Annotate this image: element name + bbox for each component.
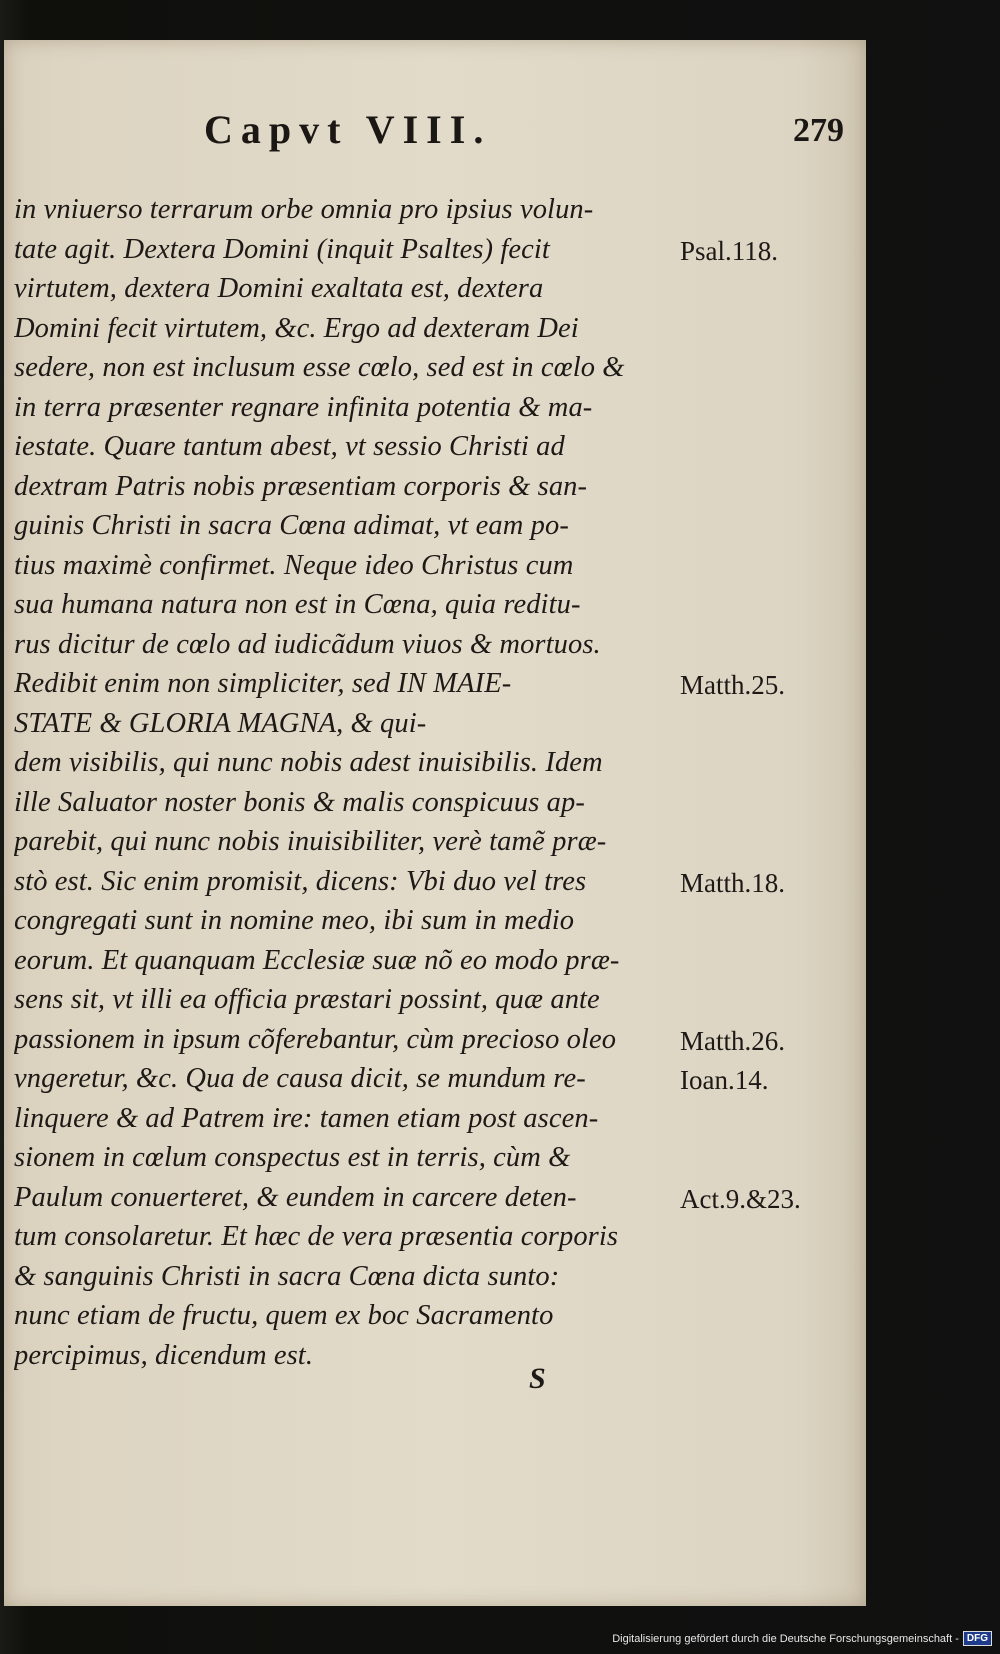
text-line: rus dicitur de cœlo ad iudicãdum viuos & mortuos. xyxy=(14,628,601,660)
text-line: tate agit. Dextera Domini (inquit Psaltes) fecit xyxy=(14,233,550,265)
text-line: iestate. Quare tantum abest, vt sessio Christi ad xyxy=(14,431,565,462)
margin-reference: Matth.25. xyxy=(680,670,785,700)
digitization-credit xyxy=(612,1631,992,1646)
text-line: in vniuerso terrarum orbe omnia pro ipsius volun- xyxy=(14,194,594,225)
dfg-logo: DFG xyxy=(963,1631,992,1646)
text-line: Redibit enim non simpliciter, sed IN MAIE- xyxy=(14,668,512,699)
text-line: Domini fecit virtutem, &c. Ergo ad dexteram Dei xyxy=(14,312,579,344)
text-line: vngeretur, &c. Qua de causa dicit, se mundum re- xyxy=(14,1063,586,1094)
text-line: & sanguinis Christi in sacra Cœna dicta sunto: xyxy=(14,1260,560,1292)
page-number: 279 xyxy=(793,112,844,149)
text-line: tius maximè confirmet. Neque ideo Christus cum xyxy=(14,549,574,581)
chapter-heading: Capvt VIII. xyxy=(204,107,492,152)
text-line: stò est. Sic enim promisit, dicens: Vbi duo vel tres xyxy=(14,865,587,897)
text-line: guinis Christi in sacra Cœna adimat, vt eam po- xyxy=(14,510,569,541)
margin-reference: Ioan.14. xyxy=(680,1065,769,1095)
margin-reference: Matth.18. xyxy=(680,867,785,898)
text-line: dem visibilis, qui nunc nobis adest inuisibilis. Idem xyxy=(14,747,603,778)
text-line: tum consolaretur. Et hæc de vera præsentia corporis xyxy=(14,1221,619,1252)
text-line: sens sit, vt illi ea officia præstari possint, quæ ante xyxy=(14,984,600,1015)
margin-reference: Psal.118. xyxy=(680,235,779,266)
text-line: parebit, qui nunc nobis inuisibiliter, verè tamẽ præ- xyxy=(14,826,607,857)
text-line: sedere, non est inclusum esse cœlo, sed est in cœlo & xyxy=(14,352,625,383)
text-line: sionem in cœlum conspectus est in terris, cùm & xyxy=(14,1142,571,1173)
text-line: virtutem, dextera Domini exaltata est, dextera xyxy=(14,273,544,304)
text-line: nunc etiam de fructu, quem ex boc Sacramento xyxy=(14,1300,554,1331)
text-line: STATE & GLORIA MAGNA, & qui- xyxy=(14,707,427,739)
text-line: eorum. Et quanquam Ecclesiæ suæ nõ eo modo præ- xyxy=(14,944,620,976)
text-line: percipimus, dicendum est. xyxy=(14,1339,314,1371)
text-line: dextram Patris nobis præsentiam corporis & san- xyxy=(14,470,588,502)
text-line: passionem in ipsum cõferebantur, cùm precioso oleo xyxy=(14,1023,617,1055)
book-page xyxy=(4,40,866,1606)
margin-reference: Act.9.&23. xyxy=(680,1183,801,1214)
text-line: Paulum conuerteret, & eundem in carcere deten- xyxy=(14,1181,577,1213)
text-line: linquere & ad Patrem ire: tamen etiam post ascen- xyxy=(14,1102,599,1134)
catchword: S xyxy=(529,1362,546,1395)
margin-reference: Matth.26. xyxy=(680,1025,785,1056)
body-text xyxy=(14,190,679,1375)
text-line: congregati sunt in nomine meo, ibi sum in medio xyxy=(14,905,575,936)
text-line: in terra præsenter regnare infinita potentia & ma- xyxy=(14,391,593,423)
running-header xyxy=(204,106,844,160)
text-line: ille Saluator noster bonis & malis conspicuus ap- xyxy=(14,786,585,818)
credit-text: Digitalisierung gefördert durch die Deutsche Forschungsgemeinschaft - xyxy=(612,1632,959,1645)
text-line: sua humana natura non est in Cœna, quia reditu- xyxy=(14,589,581,620)
